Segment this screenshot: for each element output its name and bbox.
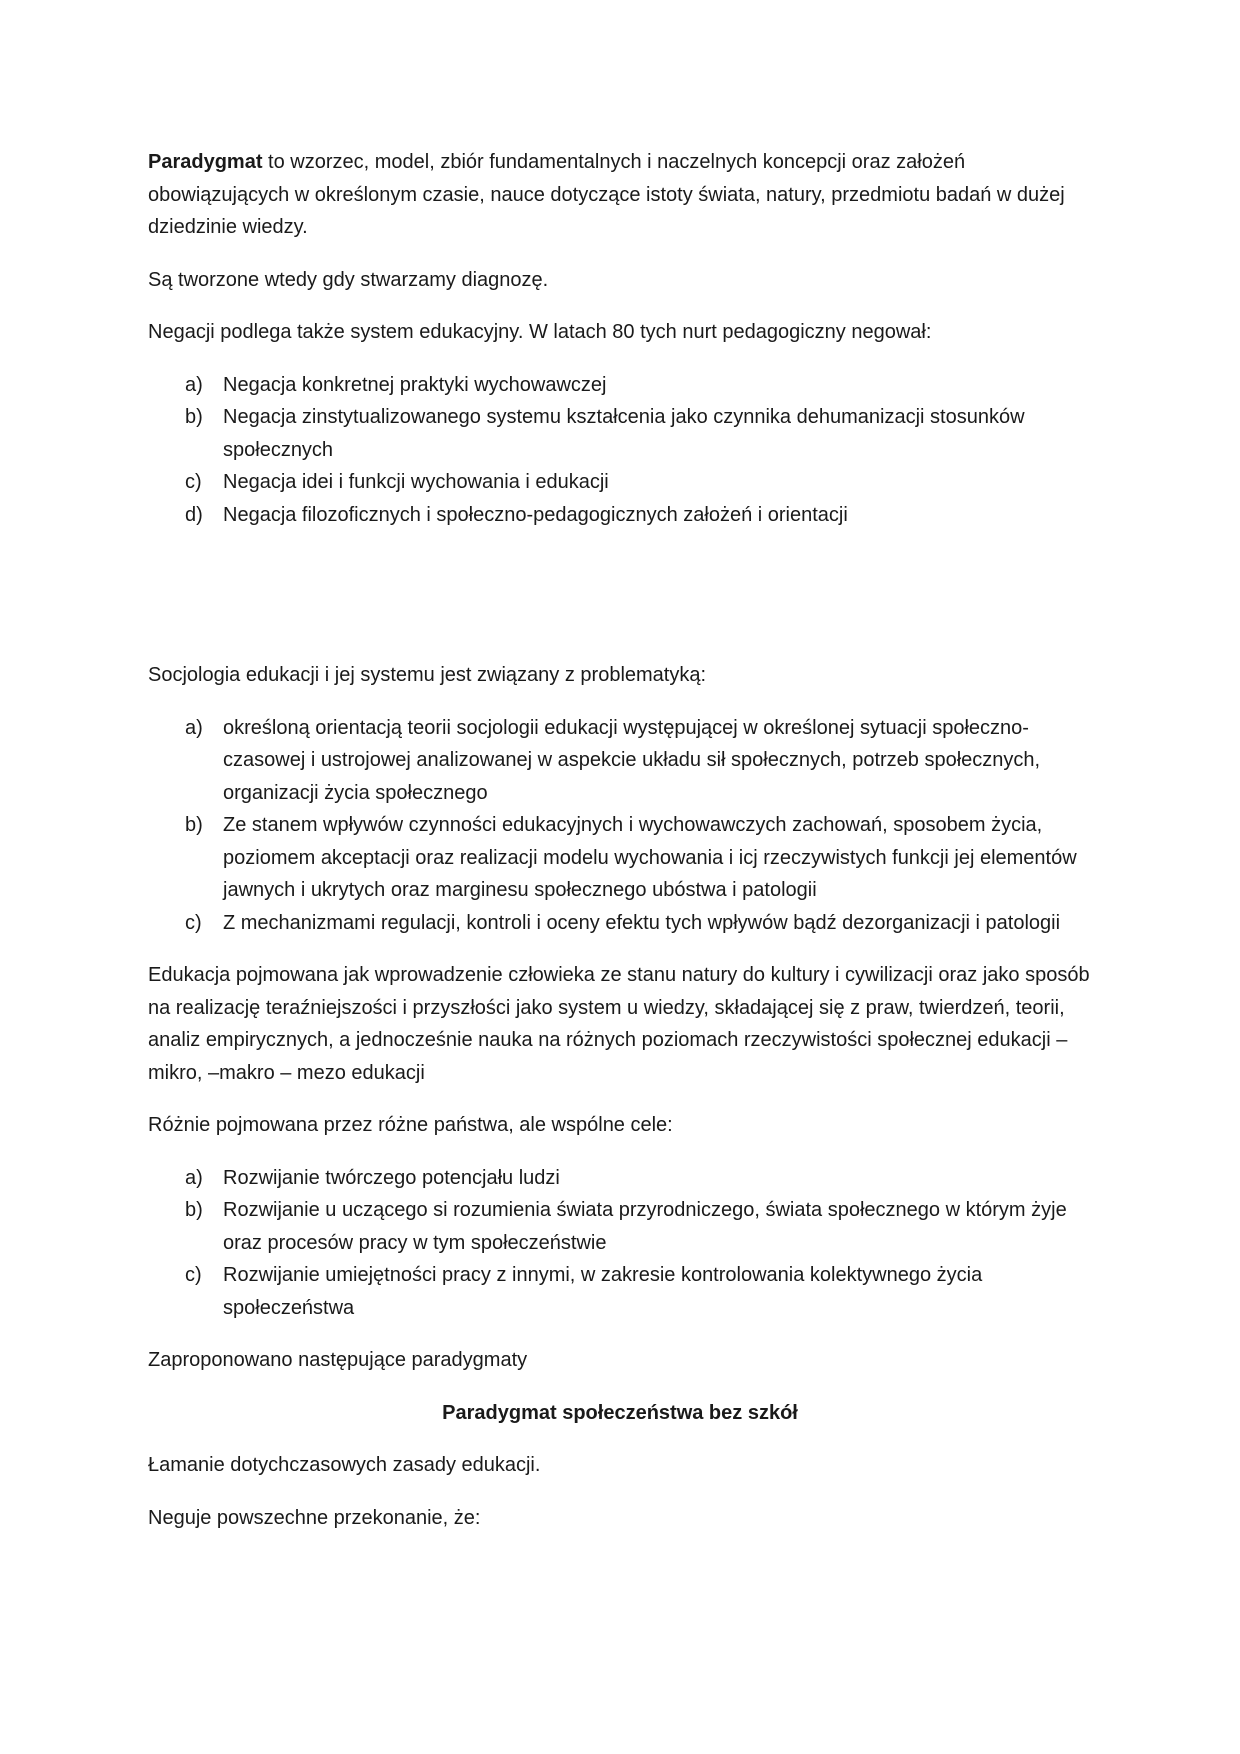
paradigm-term: Paradygmat bbox=[148, 151, 263, 173]
list-item bbox=[148, 809, 1092, 907]
education-paragraph: Edukacja pojmowana jak wprowadzenie człowieka ze stanu natury do kultury i cywilizacji oraz jako sposób na realizację teraźniejszości i przyszłości jako system u wiedzy, składającej się z praw, twierdzeń, teorii, analiz empirycznych, a jednocześnie nauka na różnych poziomach rzeczywistości społecznej edukacji – mikro, –makro – mezo edukacji bbox=[148, 964, 1090, 1084]
list-item bbox=[148, 369, 1092, 402]
negation-intro: Negacji podlega także system edukacyjny. W latach 80 tych nurt pedagogiczny negował: bbox=[148, 321, 932, 343]
list-item-text: Negacja filozoficznych i społeczno-pedagogicznych założeń i orientacji bbox=[223, 503, 848, 526]
list-marker: d) bbox=[185, 503, 203, 526]
sociology-list bbox=[148, 712, 1092, 940]
proposed-paradigms: Zaproponowano następujące paradygmaty bbox=[148, 1349, 528, 1371]
list-item-text: Ze stanem wpływów czynności edukacyjnych i wychowawczych zachowań, sposobem życia, poziomem akceptacji oraz realizacji modelu wychowania i icj rzeczywistych funkcji jej elementów jawnych i ukrytych oraz marginesu społecznego ubóstwa i patologii bbox=[223, 814, 1077, 901]
paradigm-definition bbox=[148, 146, 1092, 244]
list-marker: c) bbox=[185, 471, 202, 493]
list-item-text: Rozwijanie twórczego potencjału ludzi bbox=[223, 1166, 560, 1189]
sociology-intro: Socjologia edukacji i jej systemu jest związany z problematyką: bbox=[148, 664, 707, 686]
list-item bbox=[148, 1259, 1092, 1324]
list-marker: a) bbox=[185, 1166, 203, 1189]
list-item bbox=[148, 907, 1092, 940]
list-marker: a) bbox=[185, 373, 203, 396]
list-item-text: Negacja zinstytualizowanego systemu kształcenia jako czynnika dehumanizacji stosunków społecznych bbox=[223, 406, 1025, 461]
list-item bbox=[148, 401, 1092, 466]
list-item bbox=[148, 1162, 1092, 1195]
diagnosis-paragraph: Są tworzone wtedy gdy stwarzamy diagnozę. bbox=[148, 268, 549, 291]
paradigm-definition-text: to wzorzec, model, zbiór fundamentalnych i naczelnych koncepcji oraz założeń obowiązujących w określonym czasie, nauce dotyczące istoty świata, natury, przedmiotu badań w dużej dziedzinie wiedzy. bbox=[148, 151, 1065, 238]
list-item bbox=[148, 499, 1092, 532]
section-heading: Paradygmat społeczeństwa bez szkół bbox=[442, 1401, 798, 1424]
list-marker: b) bbox=[185, 406, 203, 428]
list-item-text: Negacja idei i funkcji wychowania i edukacji bbox=[223, 471, 609, 493]
list-item-text: określoną orientacją teorii socjologii edukacji występującej w określonej sytuacji społeczno-czasowej i ustrojowej analizowanej w aspekcie układu sił społecznych, potrzeb społecznych, organizacji życia społecznego bbox=[223, 716, 1041, 804]
document-page bbox=[148, 146, 1092, 1554]
list-marker: c) bbox=[185, 911, 202, 934]
negates-belief-paragraph: Neguje powszechne przekonanie, że: bbox=[148, 1506, 481, 1529]
list-item bbox=[148, 1194, 1092, 1259]
list-item-text: Z mechanizmami regulacji, kontroli i oceny efektu tych wpływów bądź dezorganizacji i patologii bbox=[223, 911, 1061, 934]
blank-space bbox=[148, 551, 1092, 659]
goals-intro: Różnie pojmowana przez różne państwa, ale wspólne cele: bbox=[148, 1114, 673, 1136]
list-item-text: Rozwijanie umiejętności pracy z innymi, w zakresie kontrolowania kolektywnego życia społeczeństwa bbox=[223, 1264, 983, 1319]
list-item-text: Negacja konkretnej praktyki wychowawczej bbox=[223, 373, 607, 396]
list-item bbox=[148, 466, 1092, 499]
list-marker: a) bbox=[185, 716, 203, 739]
breaking-rules-paragraph: Łamanie dotychczasowych zasady edukacji. bbox=[148, 1454, 541, 1476]
goals-list bbox=[148, 1162, 1092, 1325]
list-marker: c) bbox=[185, 1264, 202, 1286]
list-item-text: Rozwijanie u uczącego si rozumienia świata przyrodniczego, świata społecznego w którym żyje oraz procesów pracy w tym społeczeństwie bbox=[223, 1199, 1067, 1254]
list-item bbox=[148, 712, 1092, 810]
list-marker: b) bbox=[185, 1199, 203, 1221]
negation-list bbox=[148, 369, 1092, 532]
list-marker: b) bbox=[185, 814, 203, 836]
